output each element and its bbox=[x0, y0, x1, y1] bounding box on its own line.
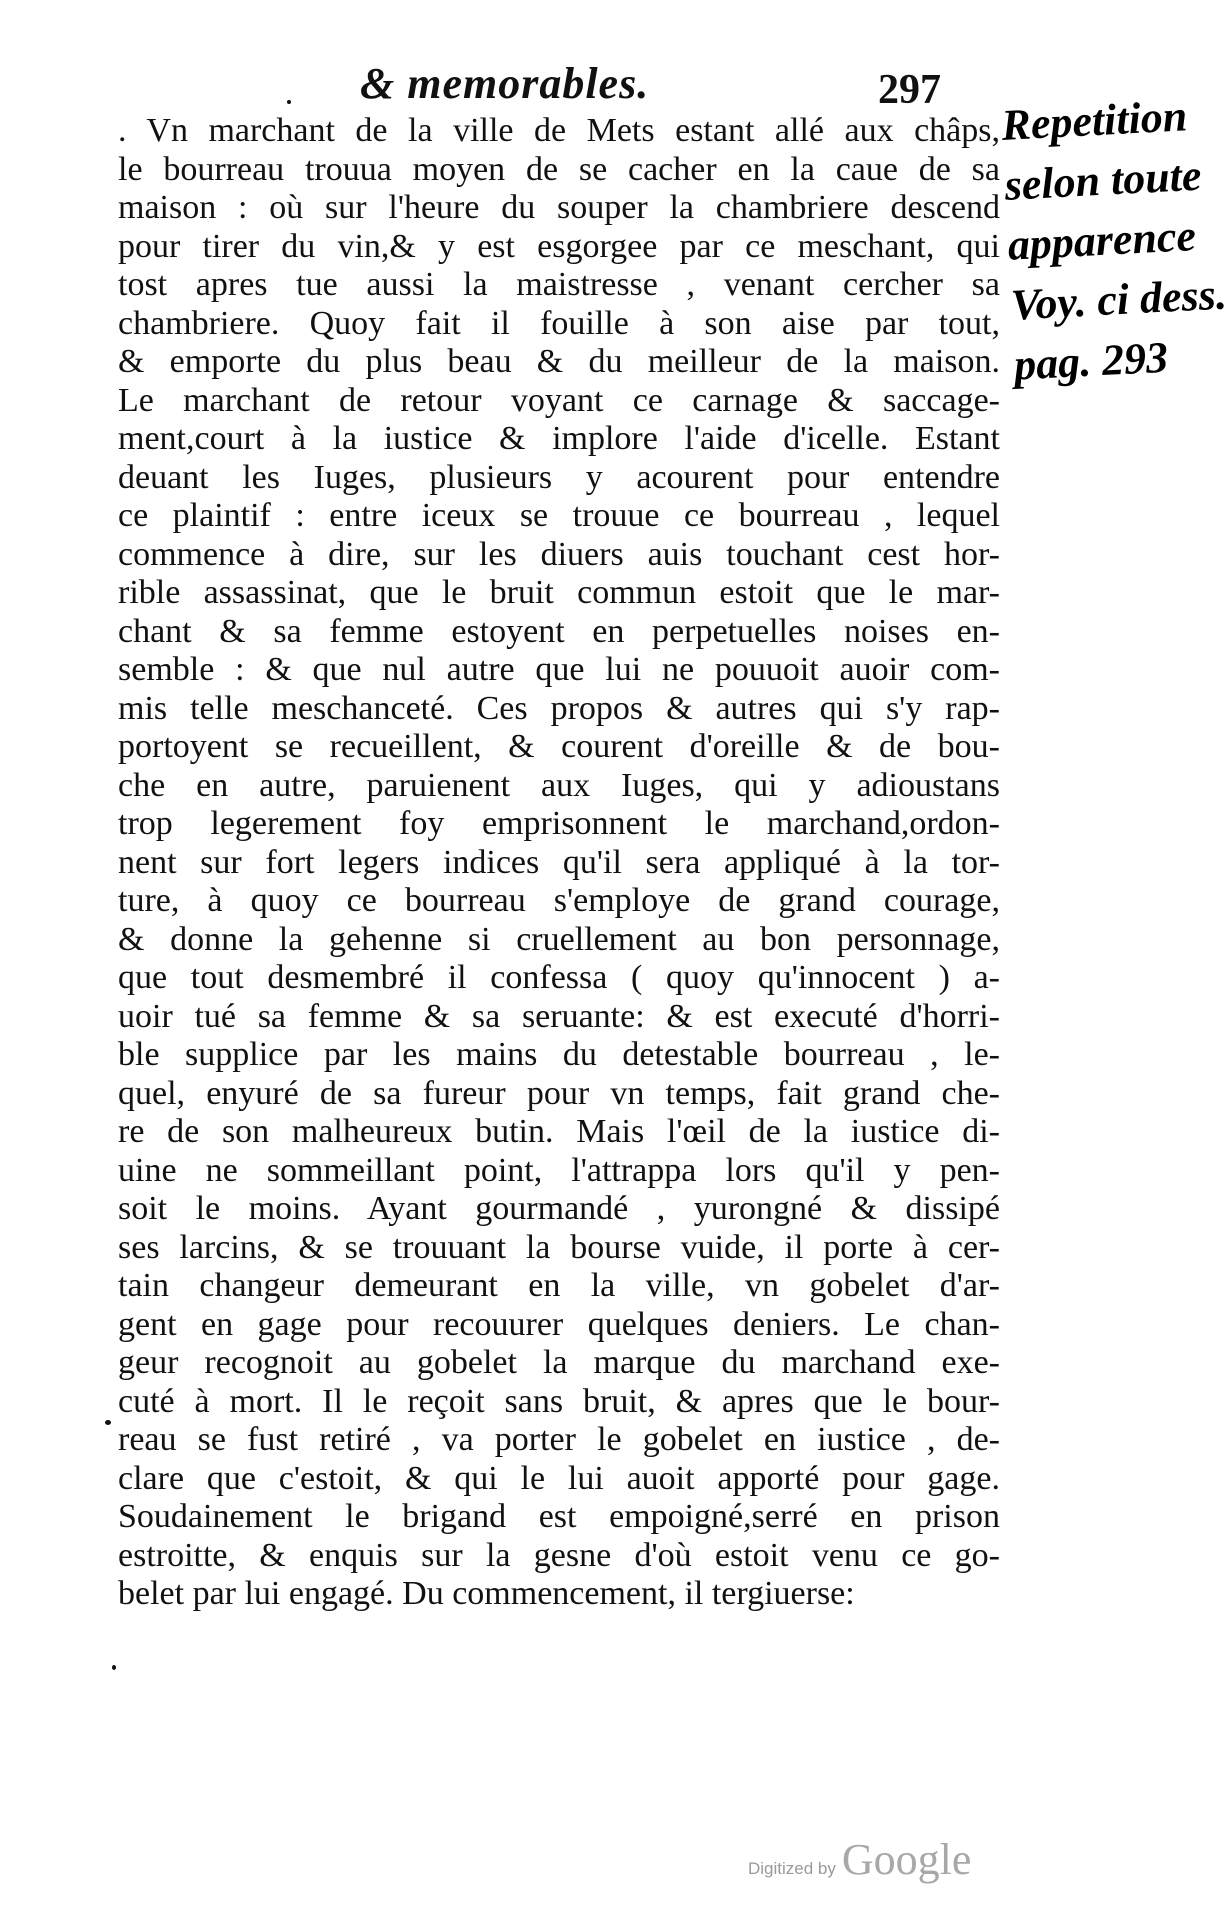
text-line: chambriere. Quoy fait il fouille à son aise par tout, bbox=[118, 304, 1000, 342]
text-line: cuté à mort. Il le reçoit sans bruit, & apres que le bour- bbox=[118, 1382, 1000, 1420]
running-title: & memorables. bbox=[360, 59, 650, 108]
body-text bbox=[118, 112, 1000, 1614]
text-line: uine ne sommeillant point, l'attrappa lors qu'il y pen- bbox=[118, 1151, 1000, 1189]
text-line: chant & sa femme estoyent en perpetuelles noises en- bbox=[118, 612, 1000, 650]
text-line: ble supplice par les mains du detestable bourreau , le- bbox=[118, 1036, 1000, 1073]
page-number: 297 bbox=[878, 67, 941, 113]
text-line: pour tirer du vin,& y est esgorgee par ce meschant, qui bbox=[118, 227, 1000, 265]
text-line: ment,court à la iustice & implore l'aide d'icelle. Estant bbox=[118, 420, 1000, 457]
text-line: clare que c'estoit, & qui le lui auoit apporté pour gage. bbox=[118, 1459, 1000, 1497]
margin-note-line: Repetition bbox=[1000, 91, 1189, 150]
margin-note-line: apparence bbox=[1006, 210, 1198, 270]
text-line: mis telle meschanceté. Ces propos & autres qui s'y rap- bbox=[118, 689, 1000, 727]
text-line: & emporte du plus beau & du meilleur de la maison. bbox=[118, 343, 1000, 380]
google-logo: Google bbox=[841, 1835, 972, 1884]
text-line: trop legerement foy emprisonnent le marchand,ordon- bbox=[118, 805, 1000, 842]
text-line: que tout desmembré il confessa ( quoy qu'innocent ) a- bbox=[118, 959, 1000, 996]
text-line: reau se fust retiré , va porter le gobelet en iustice , de- bbox=[118, 1421, 1000, 1458]
text-line: gent en gage pour recouurer quelques deniers. Le chan- bbox=[118, 1305, 1000, 1343]
text-line: rible assassinat, que le bruit commun estoit que le mar- bbox=[118, 574, 1000, 611]
handwritten-margin-note bbox=[1000, 86, 1228, 396]
text-line: geur recognoit au gobelet la marque du marchand exe- bbox=[118, 1344, 1000, 1381]
margin-note-line: pag. 293 bbox=[1012, 332, 1170, 390]
text-line: maison : où sur l'heure du souper la chambriere descend bbox=[118, 189, 1000, 226]
margin-note-line: Voy. ci dess. bbox=[1009, 269, 1228, 330]
margin-note-line: selon toute bbox=[1003, 150, 1203, 210]
text-line: quel, enyuré de sa fureur pour vn temps, fait grand che- bbox=[118, 1074, 1000, 1112]
text-line: re de son malheureux butin. Mais l'œil de la iustice di- bbox=[118, 1113, 1000, 1150]
text-line: commence à dire, sur les diuers auis touchant cest hor- bbox=[118, 535, 1000, 573]
text-line: tost apres tue aussi la maistresse , venant cercher sa bbox=[118, 266, 1000, 303]
text-line: nent sur fort legers indices qu'il sera appliqué à la tor- bbox=[118, 843, 1000, 881]
text-line: tain changeur demeurant en la ville, vn gobelet d'ar- bbox=[118, 1267, 1000, 1304]
text-line: Le marchant de retour voyant ce carnage & saccage- bbox=[118, 381, 1000, 419]
digitized-by-label: Digitized by bbox=[748, 1859, 836, 1878]
text-line: ture, à quoy ce bourreau s'employe de grand courage, bbox=[118, 882, 1000, 919]
text-line: le bourreau trouua moyen de se cacher en la caue de sa bbox=[118, 150, 1000, 188]
text-line: estroitte, & enquis sur la gesne d'où estoit venu ce go- bbox=[118, 1536, 1000, 1574]
text-line: portoyent se recueillent, & courent d'oreille & de bou- bbox=[118, 728, 1000, 765]
text-line: belet par lui engagé. Du commencement, il tergiuerse: bbox=[118, 1575, 855, 1612]
text-line: che en autre, paruienent aux Iuges, qui y adioustans bbox=[118, 766, 1000, 804]
text-line: . Vn marchant de la ville de Mets estant allé aux châps, bbox=[118, 112, 1000, 149]
text-line: ses larcins, & se trouuant la bourse vuide, il porte à cer- bbox=[118, 1228, 1000, 1266]
text-line: semble : & que nul autre que lui ne pouuoit auoir com- bbox=[118, 651, 1000, 688]
ink-speck bbox=[287, 100, 291, 104]
text-line: Soudainement le brigand est empoigné,serré en prison bbox=[118, 1498, 1000, 1535]
digitization-watermark bbox=[748, 1834, 971, 1885]
text-line: ce plaintif : entre iceux se trouue ce bourreau , lequel bbox=[118, 497, 1000, 534]
ink-speck bbox=[112, 1665, 116, 1670]
text-line: soit le moins. Ayant gourmandé , yurongné & dissipé bbox=[118, 1190, 1000, 1227]
text-line: uoir tué sa femme & sa seruante: & est executé d'horri- bbox=[118, 997, 1000, 1035]
text-line: & donne la gehenne si cruellement au bon personnage, bbox=[118, 920, 1000, 958]
ink-speck bbox=[105, 1420, 111, 1425]
text-line: deuant les Iuges, plusieurs y acourent pour entendre bbox=[118, 458, 1000, 496]
